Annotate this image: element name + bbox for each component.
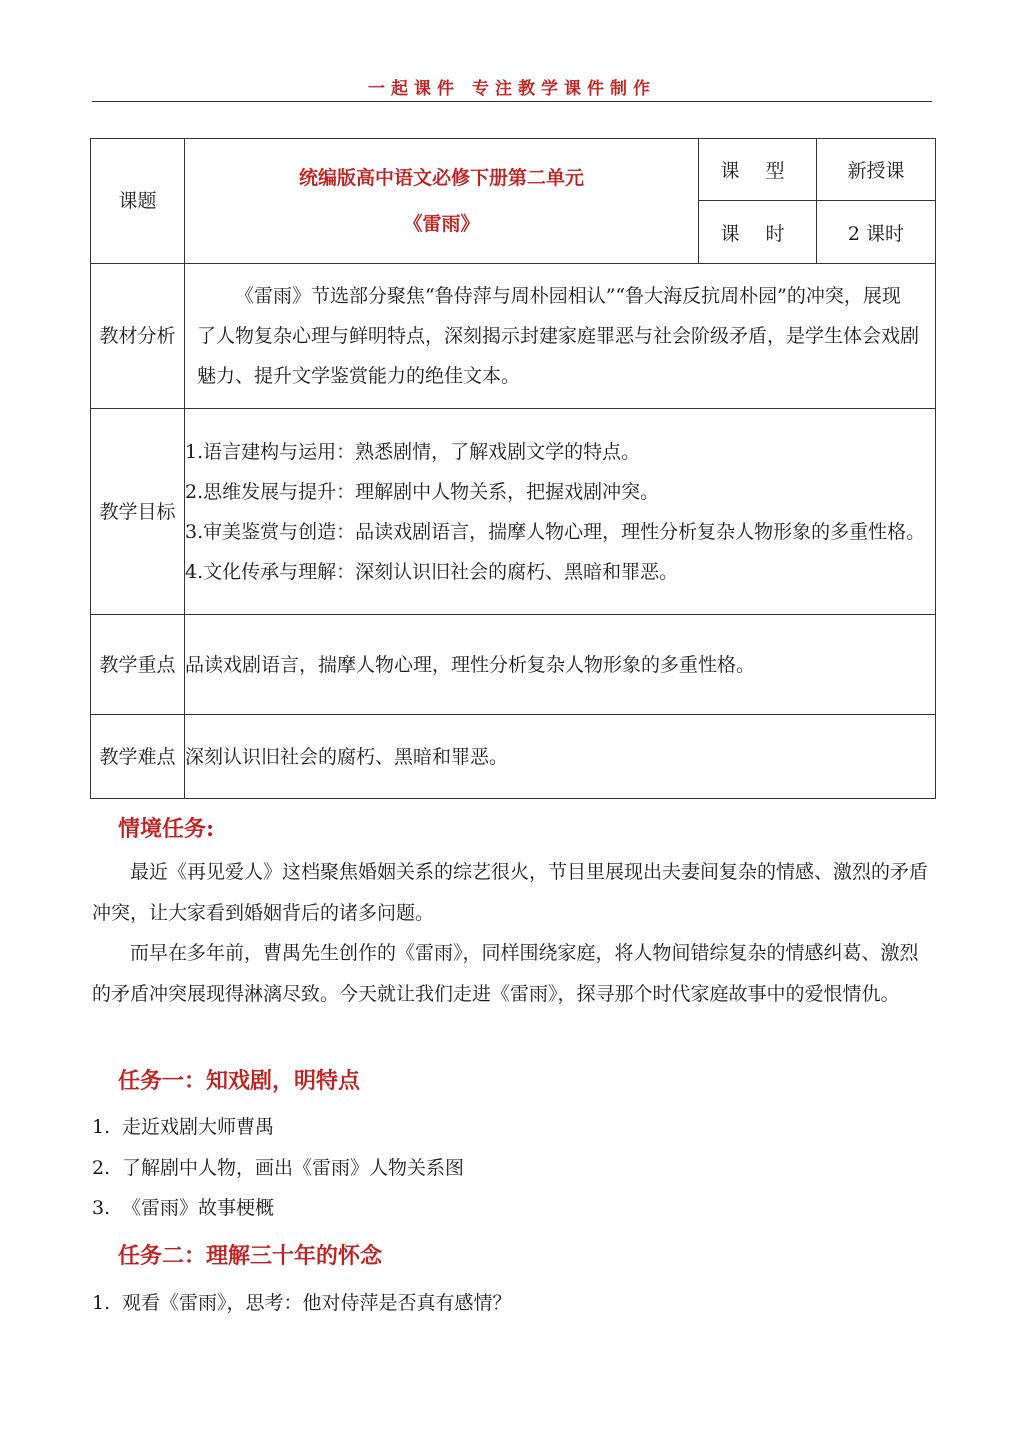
goals-content (185, 409, 936, 615)
task2-item (92, 1288, 512, 1318)
task1-item-number: 2. (92, 1157, 111, 1179)
key-label: 教学重点 (91, 615, 185, 715)
task1-item-text: 走近戏剧大师曹禺 (122, 1116, 275, 1138)
analysis-text: 《雷雨》节选部分聚焦“鲁侍萍与周朴园相认”“鲁大海反抗周朴园”的冲突，展现了人物复杂心理与鲜明特点，深刻揭示封建家庭罪恶与社会阶级矛盾，是学生体会戏剧魅力、提升文学鉴赏能力的绝佳文本。 (197, 285, 920, 387)
goal-item: 2.思维发展与提升：理解剧中人物关系，把握戏剧冲突。 (185, 480, 660, 503)
difficulty-text: 深刻认识旧社会的腐朽、黑暗和罪恶。 (185, 715, 936, 799)
task2-item-text: 观看《雷雨》，思考：他对侍萍是否真有感情？ (122, 1292, 512, 1314)
hours-label: 课 时 (699, 201, 817, 264)
header-divider (92, 101, 932, 102)
task2-item-number: 1. (92, 1292, 111, 1314)
scenario-title: 情境任务: (118, 816, 215, 842)
goals-label: 教学目标 (91, 409, 185, 615)
type-value: 新授课 (817, 139, 936, 201)
page-header: 一起课件 专注教学课件制作 (368, 79, 656, 99)
goal-item: 3.审美鉴赏与创造：品读戏剧语言，揣摩人物心理，理性分析复杂人物形象的多重性格。 (185, 520, 926, 543)
task1-item-number: 1. (92, 1116, 111, 1138)
task1-title: 任务一：知戏剧，明特点 (118, 1068, 361, 1094)
goal-item: 1.语言建构与运用：熟悉剧情，了解戏剧文学的特点。 (185, 440, 641, 463)
scenario-paragraph-1: 最近《再见爱人》这档聚焦婚姻关系的综艺很火，节目里展现出夫妻间复杂的情感、激烈的矛盾冲突，让大家看到婚姻背后的诸多问题。 (92, 861, 929, 924)
hours-value: 2 课时 (817, 201, 936, 264)
analysis-content (185, 264, 936, 409)
lesson-plan-table (90, 138, 936, 799)
topic-title (185, 139, 699, 264)
task2-title: 任务二：理解三十年的怀念 (118, 1243, 383, 1269)
task1-item (92, 1153, 464, 1183)
analysis-label: 教材分析 (91, 264, 185, 409)
topic-title-line2: 《雷雨》 (403, 213, 480, 235)
task1-item (92, 1112, 274, 1142)
topic-label: 课题 (91, 139, 185, 264)
goal-item: 4.文化传承与理解：深刻认识旧社会的腐朽、黑暗和罪恶。 (185, 560, 679, 583)
topic-title-line1: 统编版高中语文必修下册第二单元 (298, 167, 584, 189)
scenario-paragraph-2: 而早在多年前，曹禺先生创作的《雷雨》，同样围绕家庭，将人物间错综复杂的情感纠葛、激烈的矛盾冲突展现得淋漓尽致。今天就让我们走进《雷雨》，探寻那个时代家庭故事中的爱恨情仇。 (92, 942, 919, 1005)
type-label: 课 型 (699, 139, 817, 201)
difficulty-label: 教学难点 (91, 715, 185, 799)
task1-item (92, 1193, 274, 1223)
task1-item-text: 了解剧中人物，画出《雷雨》人物关系图 (122, 1157, 465, 1179)
task1-item-number: 3. (92, 1197, 111, 1219)
task1-item-text: 《雷雨》故事梗概 (122, 1197, 275, 1219)
key-text: 品读戏剧语言，揣摩人物心理，理性分析复杂人物形象的多重性格。 (185, 615, 936, 715)
